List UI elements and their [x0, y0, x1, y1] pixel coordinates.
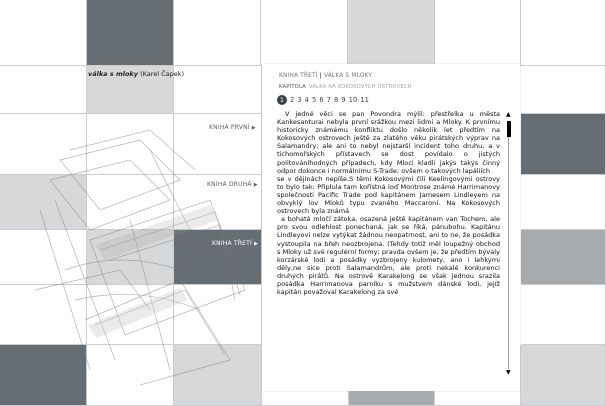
- arrow-right-icon: ▶: [253, 182, 258, 188]
- grid-cell: [174, 345, 262, 406]
- menu-kniha-treti[interactable]: [212, 240, 258, 247]
- chapter-subtitle: VÁLKA NA KOKOSOVÝCH OSTROVECH: [308, 84, 412, 90]
- arrow-right-icon: ▶: [253, 241, 259, 247]
- arrow-right-icon: ▶: [251, 125, 256, 131]
- scroll-down-icon[interactable]: ▼: [506, 369, 511, 376]
- grid-cell: [87, 285, 174, 345]
- grid-cell: [87, 175, 174, 230]
- grid-cell: [521, 345, 606, 406]
- scroll-track[interactable]: [508, 137, 509, 369]
- page-current[interactable]: 1: [277, 95, 287, 105]
- paragraph: se v dějinách nepíše.S těmi Kokosovými čili Keelingovými ostrovy to bylo tak: Připlula tam kořístná loď Montrose známé Harrimanovy společnosti Pacific Trade pod kapitánem Jamesem Lindleyem na obvyklý lov Mloků typu zvaného Maccaroni. Na Kokosových ostrovech byla známá: [277, 174, 500, 216]
- grid-cell: [87, 230, 174, 285]
- breadcrumb: [279, 73, 372, 79]
- page-link[interactable]: 3: [297, 96, 302, 104]
- grid-cell: [174, 0, 261, 66]
- reader-panel: [262, 64, 520, 391]
- pagination: [277, 95, 369, 105]
- grid-cell: [0, 66, 87, 114]
- grid-cell: [348, 0, 435, 66]
- scroll-up-icon[interactable]: ▲: [506, 111, 511, 118]
- grid-cell: [0, 175, 87, 230]
- grid-cell: [261, 0, 348, 66]
- grid-cell: [521, 175, 606, 230]
- grid-cell: [0, 345, 87, 406]
- scrollbar[interactable]: [505, 112, 513, 378]
- grid-cell: [87, 345, 174, 406]
- grid-cell: [0, 230, 87, 285]
- menu-label: KNIHA PRVNÍ: [209, 124, 250, 131]
- paragraph: a bohatá mločí zátoka, osazená ještě kapitánem van Tochem, ale pro svou odlehlost ponechaná, jak se říká, pánubohu. Kapitánu Lindleyovi nelze vytýkat žádnou neopatrnost, ani to ne, že posádka vystoupila na břeh neozbrojena. (Tehdy totiž měl loupežný obchod s Mloky už své regulérní formy; pravda ovšem je, že předtím bývaly korzárské lodi a posádky vyzbrojeny kulomety, ano i lehkými děly,ne sice proti Salamandrům, ale proti nekalé konkurenci druhých pirátů. Na ostrově Karakelong se však jednou srazila posádka Harrimanova parníku s mužstvem dánské lodi, jejíž kapitán považoval Karakelong za své: [277, 215, 500, 297]
- grid-cell: [521, 230, 606, 285]
- grid-cell: [0, 114, 87, 175]
- breadcrumb-title: VÁLKA S MLOKY: [323, 73, 373, 79]
- book-title: [88, 70, 184, 78]
- chapter-heading: [279, 84, 412, 90]
- breadcrumb-book[interactable]: KNIHA TŘETÍ: [279, 73, 318, 79]
- book-author: (Karel Čapek): [140, 70, 185, 78]
- menu-label: KNIHA TŘETÍ: [212, 240, 252, 247]
- grid-cell: [0, 285, 87, 345]
- menu-kniha-druha[interactable]: [207, 181, 258, 188]
- grid-cell: [174, 230, 262, 285]
- grid-cell: [174, 66, 262, 114]
- menu-kniha-prvni[interactable]: [209, 124, 256, 131]
- page-link[interactable]: 7: [326, 96, 331, 104]
- book-title-name: válka s mloky: [88, 70, 138, 78]
- page-link[interactable]: 8: [333, 96, 339, 104]
- chapter-text: [277, 110, 500, 296]
- page-link[interactable]: 2: [290, 96, 295, 104]
- menu-label: KNIHA DRUHÁ: [207, 181, 252, 188]
- page-link[interactable]: 9: [341, 96, 346, 104]
- grid-cell: [521, 114, 606, 175]
- chapter-label: KAPITOLA: [279, 84, 306, 90]
- page-link[interactable]: 10: [348, 96, 358, 104]
- breadcrumb-separator: |: [319, 73, 322, 79]
- page-link[interactable]: 11: [360, 96, 369, 104]
- grid-cell: [87, 0, 174, 66]
- page-link[interactable]: 6: [319, 96, 324, 104]
- grid-cell: [174, 285, 262, 345]
- grid-cell: [0, 0, 87, 66]
- grid-cell: [521, 0, 606, 66]
- page-link[interactable]: 4: [304, 96, 309, 104]
- grid-cell: [521, 285, 606, 345]
- grid-cell: [521, 66, 606, 114]
- paragraph: V jedné věci se pan Povondra mýlil: přestřelka u města Kankesanturai nebyla první srážkou mezi lidmi a Mloky. K prvnímu historicky známému konfliktu došlo několik let předtím na Kokosových ostrovech ještě za zlatého věku pirátských výprav na Salamandry; ale ani to nebyl nejstarší incident toho druhu, a v tichomořských přístavech se dost povídalo o jistých politováníhodných případech, kdy Mloci kladli jakýs takýs činný odpor dokonce i normálnímu S-Trade; ovšem o takových lapáliích: [277, 110, 500, 175]
- scroll-thumb[interactable]: [507, 121, 511, 137]
- grid-cell: [87, 114, 174, 175]
- page-link[interactable]: 5: [311, 96, 317, 104]
- grid-cell: [435, 0, 521, 66]
